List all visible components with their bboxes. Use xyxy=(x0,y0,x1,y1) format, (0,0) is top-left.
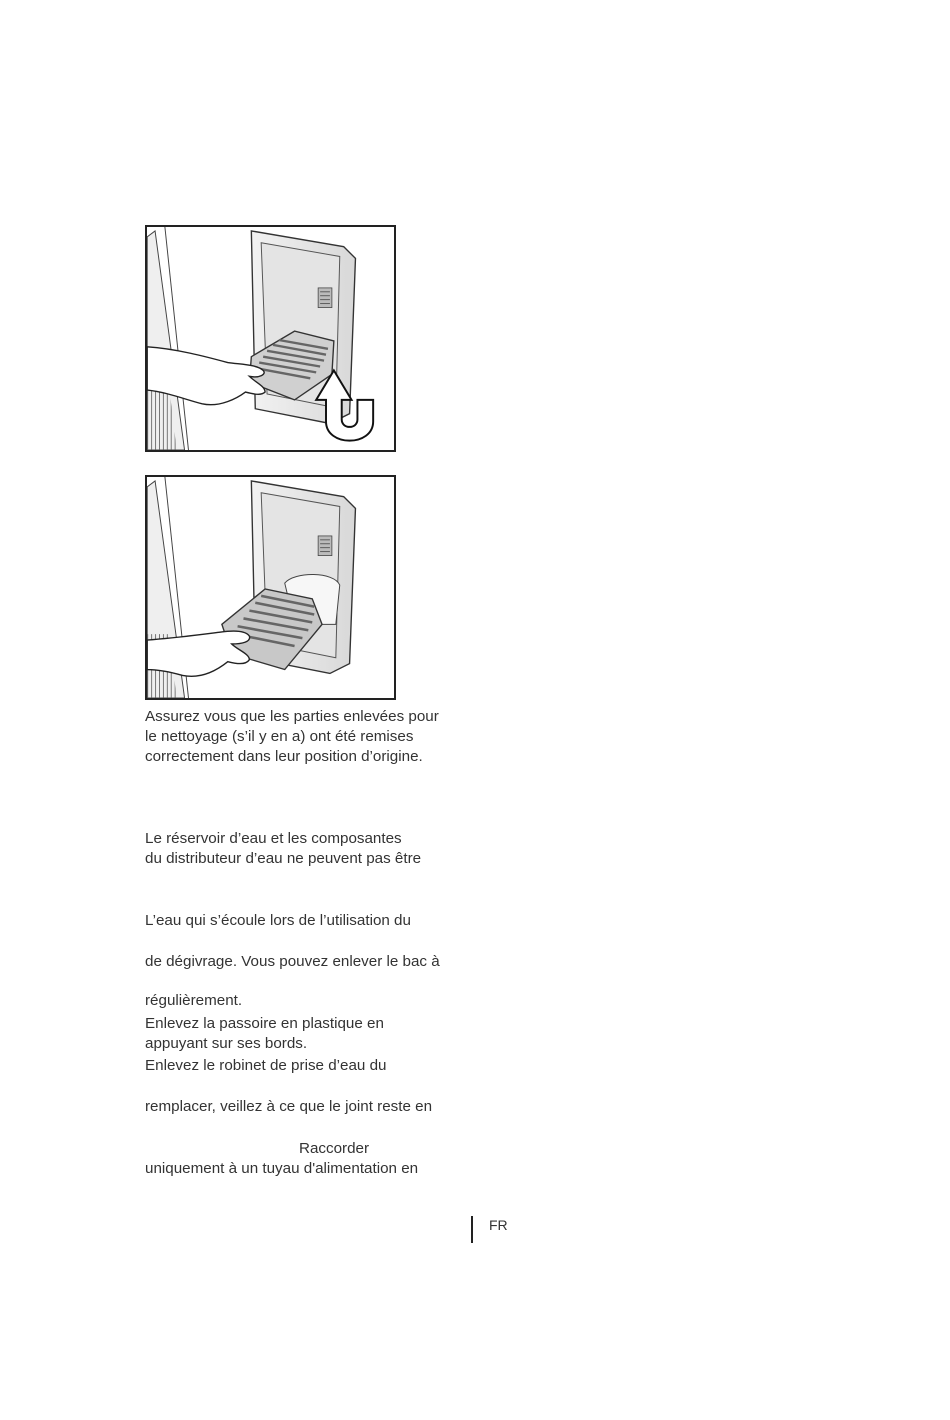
tray-pulled-out-figure xyxy=(145,475,396,700)
page-marker-bar xyxy=(471,1216,473,1243)
text-line: appuyant sur ses bords. xyxy=(145,1035,308,1052)
text-line: de dégivrage. Vous pouvez enlever le bac à xyxy=(145,953,440,970)
tray-removal-figure xyxy=(145,225,396,452)
language-code: FR xyxy=(489,1217,508,1233)
tray-pulled-out-illustration xyxy=(147,477,394,698)
text-line: L’eau qui s’écoule lors de l’utilisation du xyxy=(145,912,411,929)
tray-removal-illustration xyxy=(147,227,394,450)
text-line: Enlevez la passoire en plastique en xyxy=(145,1015,384,1032)
text-line: le nettoyage (s’il y en a) ont été remises xyxy=(145,728,414,745)
text-line: Le réservoir d’eau et les composantes xyxy=(145,830,402,847)
text-line: Enlevez le robinet de prise d’eau du xyxy=(145,1057,387,1074)
text-line: remplacer, veillez à ce que le joint reste en xyxy=(145,1098,433,1115)
text-line: uniquement à un tuyau d'alimentation en xyxy=(145,1160,419,1177)
text-line: Assurez vous que les parties enlevées pour xyxy=(145,708,439,725)
text-line: Raccorder xyxy=(299,1140,370,1157)
text-line: régulièrement. xyxy=(145,992,243,1009)
text-line: correctement dans leur position d’origine. xyxy=(145,748,423,765)
text-line: du distributeur d’eau ne peuvent pas être xyxy=(145,850,422,867)
